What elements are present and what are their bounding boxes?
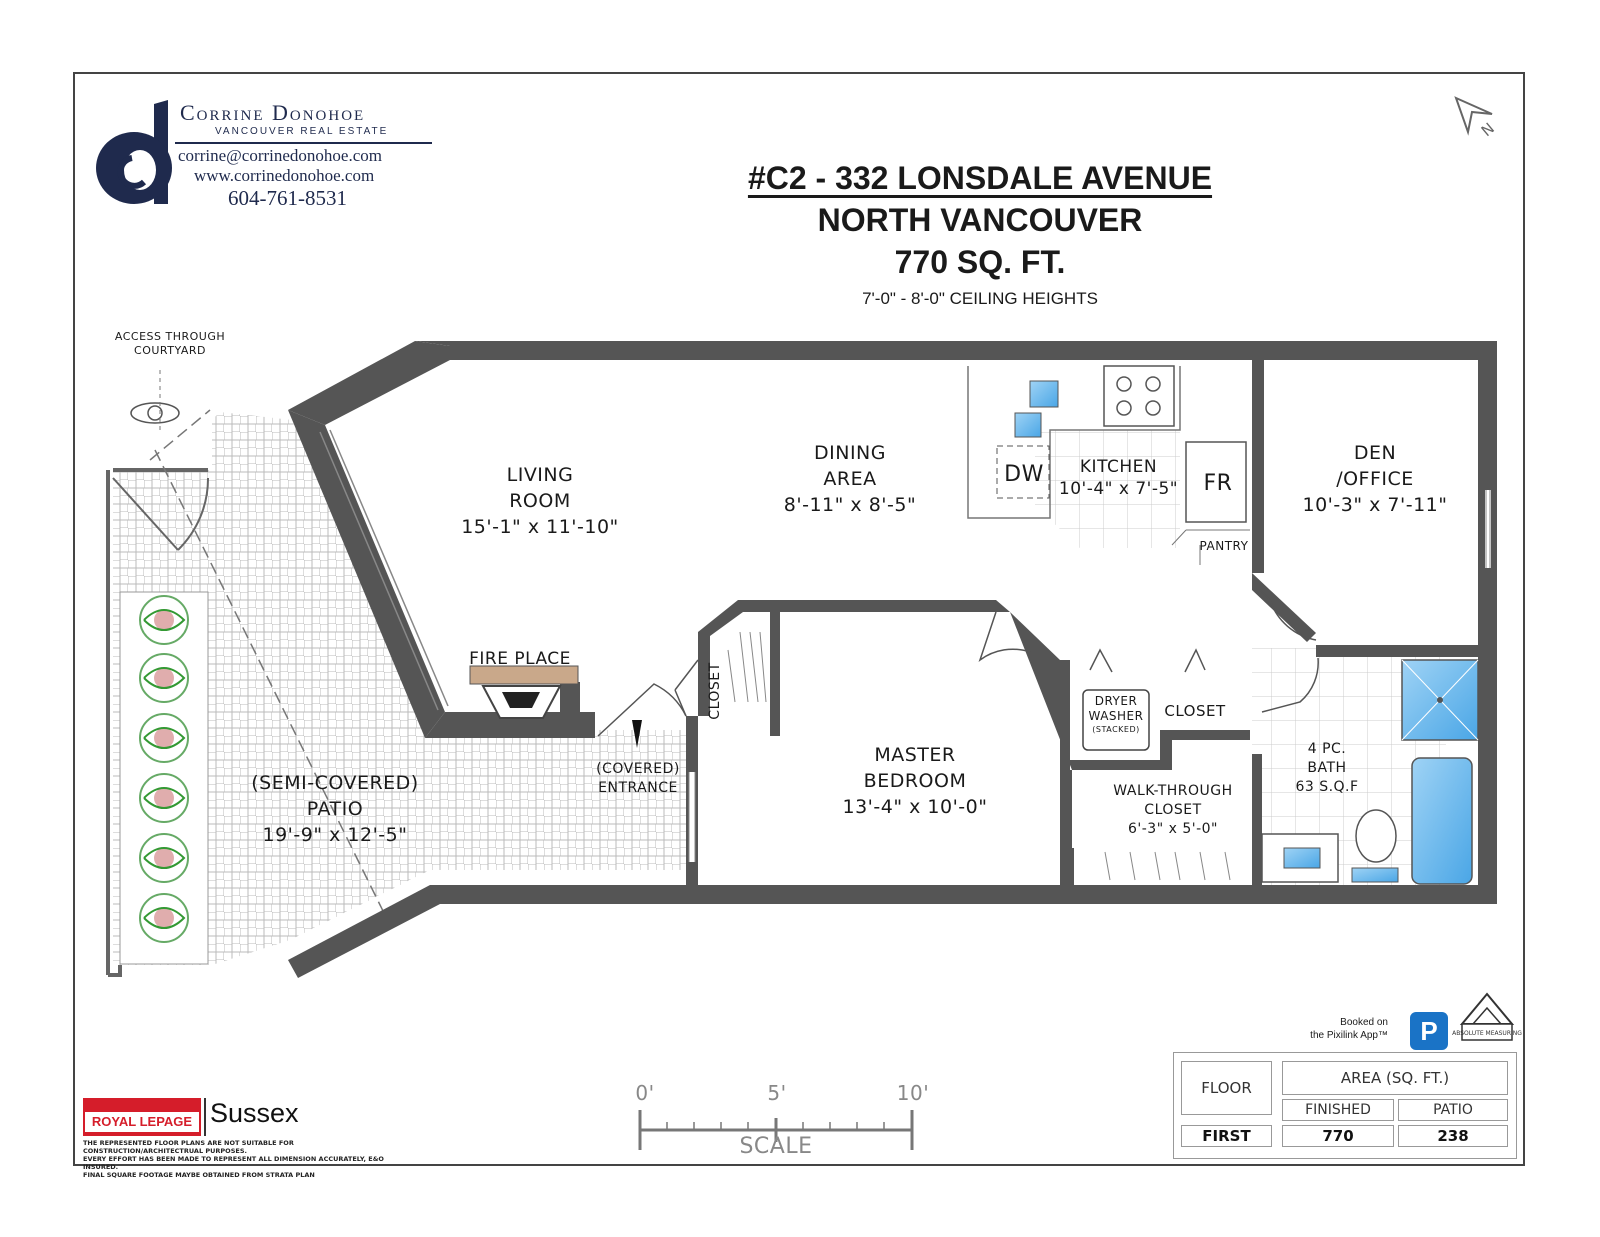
agent-email[interactable]: corrine@corrinedonohoe.com	[178, 146, 382, 165]
toilet-icon	[1356, 810, 1396, 862]
closet-vertical-label: CLOSET	[707, 662, 723, 720]
area-table	[1173, 1052, 1517, 1159]
person-icon	[131, 403, 179, 423]
bath-label: 4 PC. BATH 63 S.Q.F	[1295, 741, 1359, 795]
brokerage-office: Sussex	[210, 1098, 299, 1128]
patio-header: PATIO	[1398, 1099, 1508, 1121]
measuring-logo-text: ABSOLUTE MEASURING	[1452, 1030, 1522, 1037]
booked-on-text: Booked on the Pixilink App™	[1310, 1017, 1388, 1041]
patio-value: 238	[1398, 1125, 1508, 1147]
agent-tagline: VANCOUVER REAL ESTATE	[215, 126, 389, 137]
sink-icon	[1030, 381, 1058, 407]
agent-phone: 604-761-8531	[228, 186, 347, 210]
fridge-label: FR	[1203, 471, 1233, 496]
access-label: ACCESS THROUGH COURTYARD	[114, 330, 226, 357]
covered-entrance-label: (COVERED) ENTRANCE	[596, 761, 680, 796]
disclaimer: THE REPRESENTED FLOOR PLANS ARE NOT SUITABLE FOR CONSTRUCTION/ARCHITECTRUAL PURPOSES. EVERY EFFORT HAS BEEN MADE TO REPRESENT ALL DIMENSION ACCURATELY, E&O INSURED. FINAL SQUARE FOOTAGE MAYBE OBTAINED FROM STRATA PLAN	[83, 1139, 384, 1179]
north-label: N	[1477, 119, 1498, 141]
pantry-label: PANTRY	[1199, 539, 1249, 553]
finished-value: 770	[1282, 1125, 1394, 1147]
dining-area-label: DINING AREA 8'-11" x 8'-5"	[783, 442, 917, 516]
agent-website[interactable]: www.corrinedonohoe.com	[194, 166, 375, 185]
floor-header: FLOOR	[1181, 1061, 1272, 1115]
royal-lepage-text: ROYAL LEPAGE	[85, 1112, 199, 1132]
area-title: 770 SQ. FT.	[894, 244, 1066, 280]
scale-tick-10: 10'	[896, 1081, 930, 1105]
living-room-label: LIVING ROOM 15'-1" x 11'-10"	[461, 464, 619, 538]
scale-tick-0: 0'	[635, 1081, 655, 1105]
agent-name: Corrine Donohoe	[180, 100, 366, 125]
city-title: NORTH VANCOUVER	[817, 202, 1143, 238]
ceiling-heights: 7'-0" - 8'-0" CEILING HEIGHTS	[862, 289, 1098, 308]
royal-lepage-logo	[83, 1098, 201, 1136]
floor-value: FIRST	[1181, 1125, 1272, 1147]
pixilink-icon[interactable]: P	[1410, 1012, 1448, 1050]
master-bedroom-label: MASTER BEDROOM 13'-4" x 10'-0"	[842, 744, 988, 818]
dishwasher-label: DW	[1004, 462, 1044, 487]
fireplace-label: FIRE PLACE	[469, 649, 571, 669]
bathtub-icon	[1412, 758, 1472, 884]
range-icon	[1104, 366, 1174, 426]
brokerage-divider	[204, 1098, 206, 1136]
address-title: #C2 - 332 LONSDALE AVENUE	[747, 160, 1213, 196]
den-office-label: DEN /OFFICE 10'-3" x 7'-11"	[1302, 442, 1448, 516]
scale-label: SCALE	[739, 1134, 813, 1159]
patio-label: (SEMI-COVERED) PATIO 19'-9" x 12'-5"	[251, 772, 419, 846]
scale-tick-5: 5'	[767, 1081, 787, 1105]
dryer-washer-label: DRYER WASHER (STACKED)	[1088, 694, 1144, 734]
finished-header: FINISHED	[1282, 1099, 1394, 1121]
walk-through-closet-label: WALK-THROUGH CLOSET 6'-3" x 5'-0"	[1113, 783, 1233, 837]
absolute-measuring-logo	[1452, 990, 1522, 1046]
kitchen-label: KITCHEN 10'-4" x 7'-5"	[1058, 457, 1179, 499]
closet-label: CLOSET	[1164, 702, 1226, 720]
area-header: AREA (SQ. FT.)	[1282, 1061, 1508, 1095]
